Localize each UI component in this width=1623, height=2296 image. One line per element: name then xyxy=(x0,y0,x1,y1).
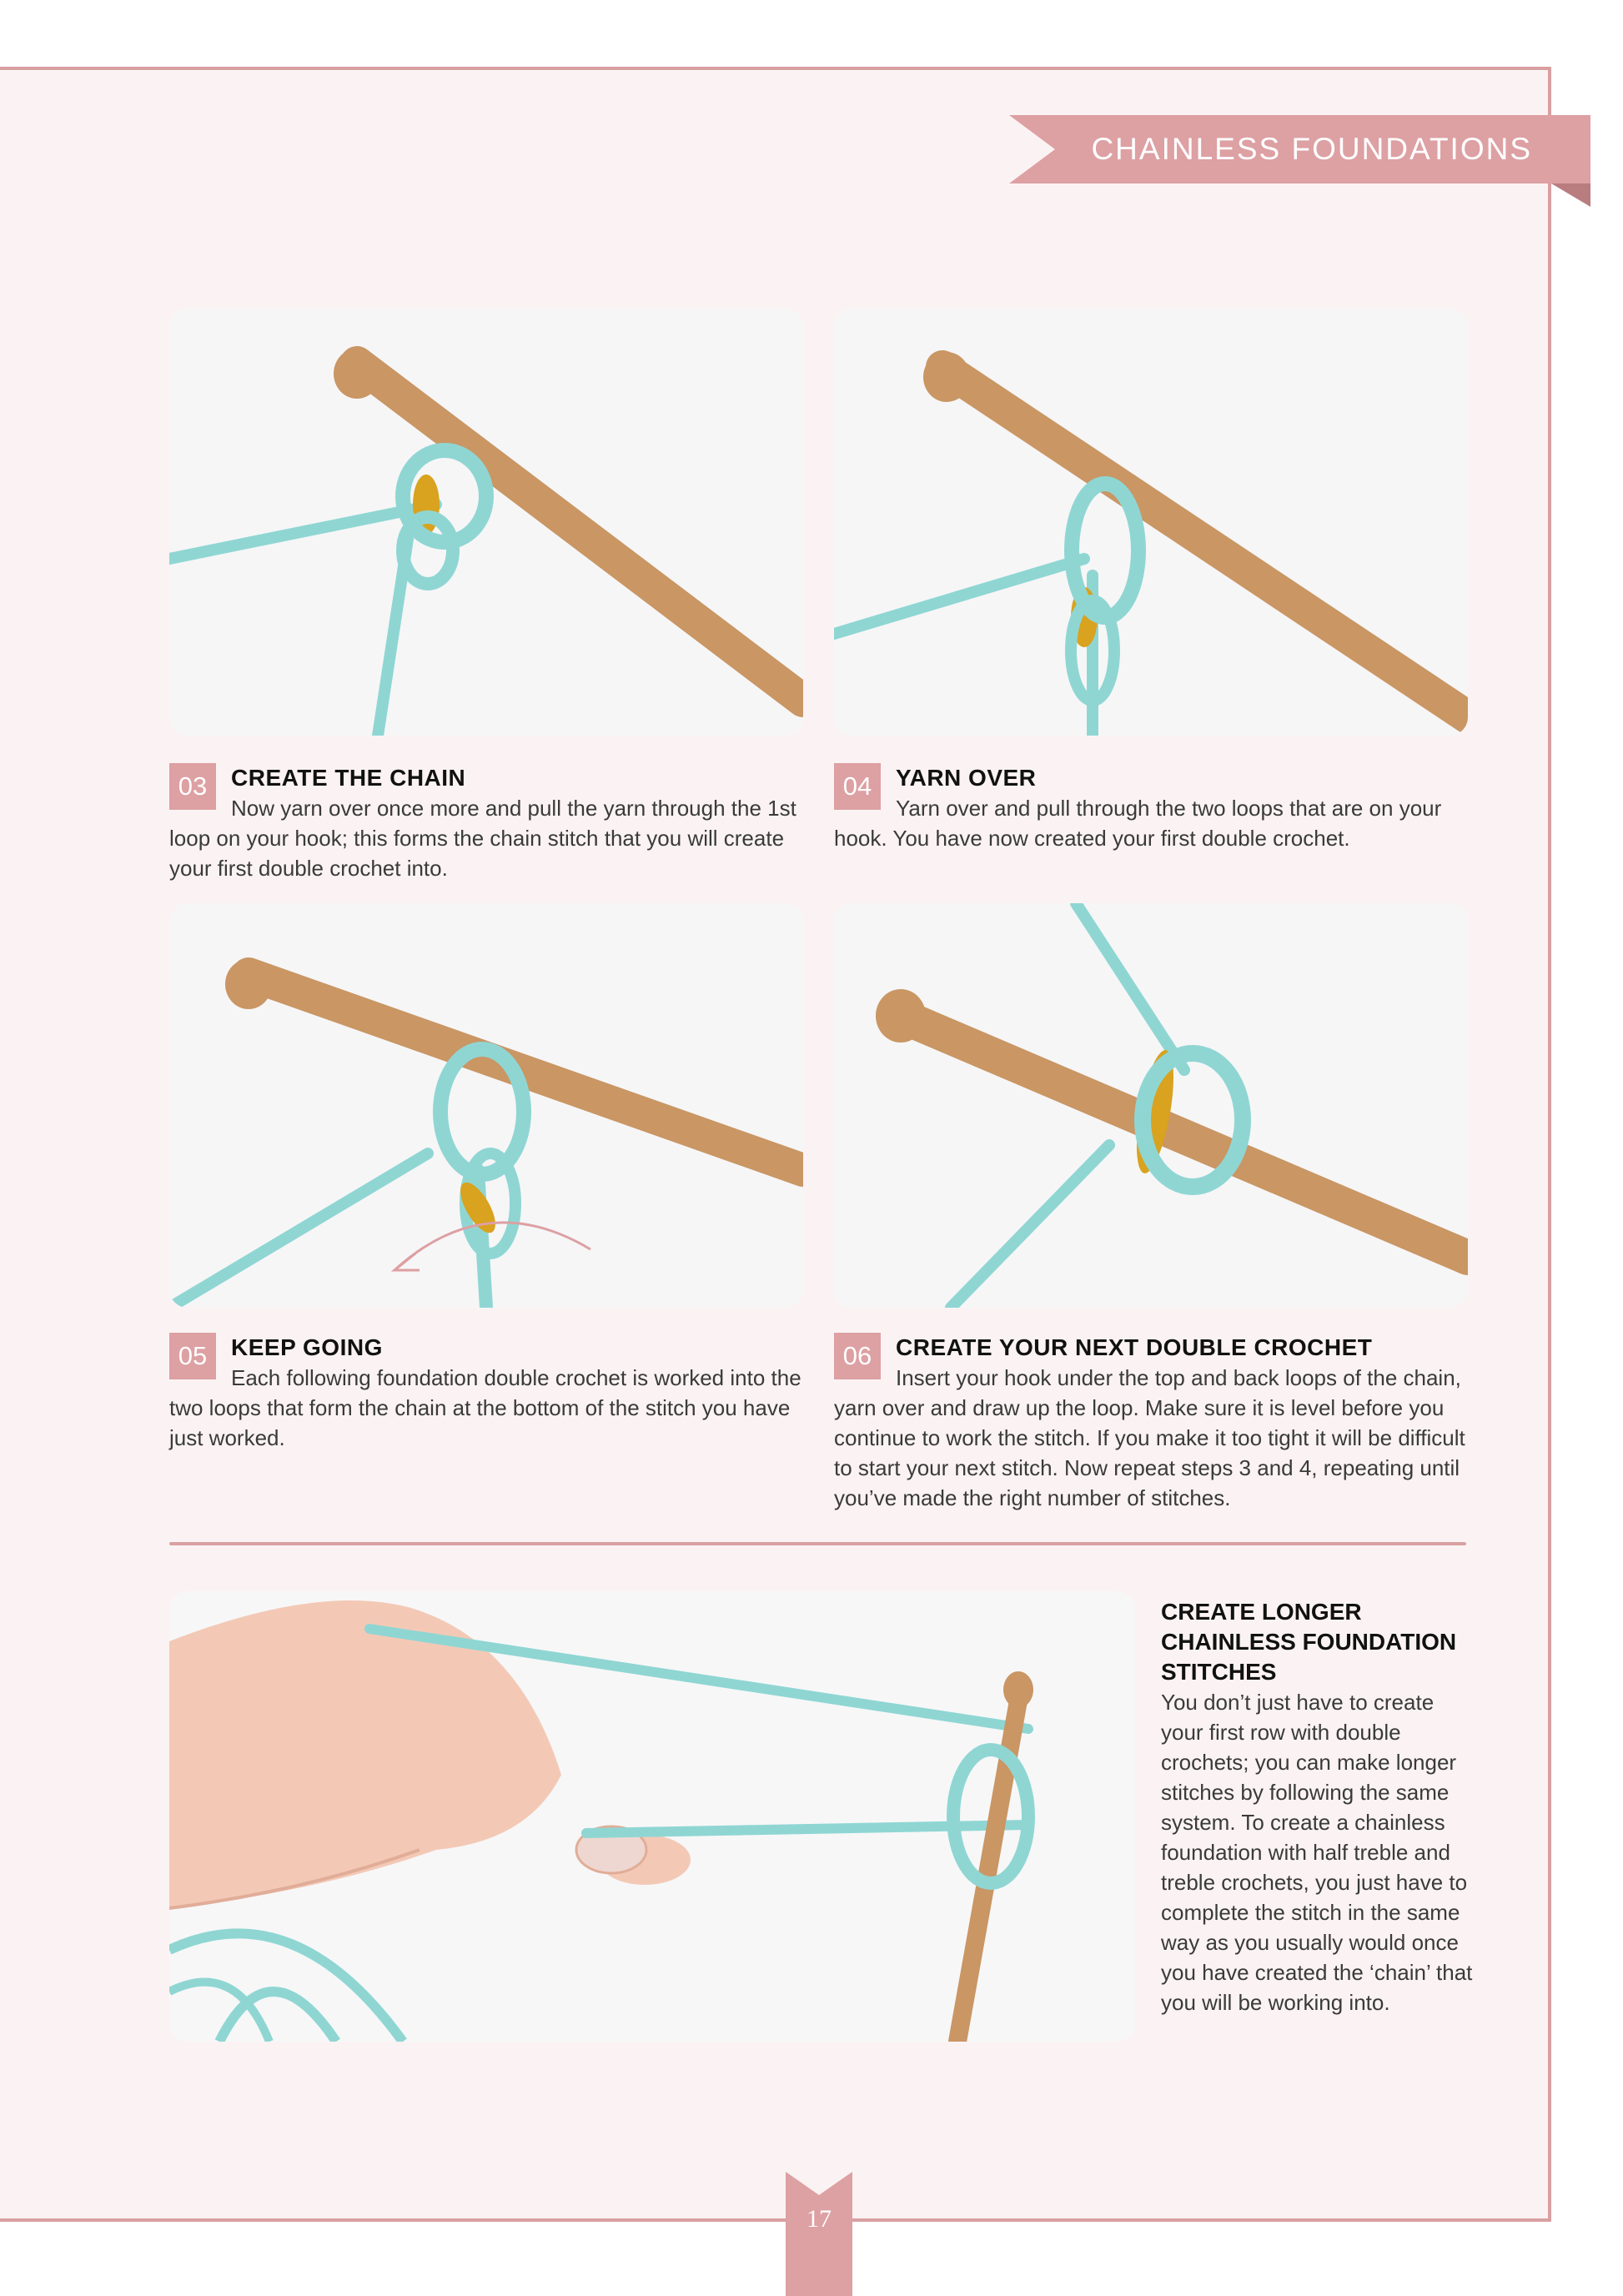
step-05-title: KEEP GOING xyxy=(231,1334,383,1360)
section-divider xyxy=(169,1541,1466,1546)
section-title: CHAINLESS FOUNDATIONS xyxy=(1091,132,1532,166)
step-03-number: 03 xyxy=(169,763,216,810)
step-05-body: Each following foundation double crochet is worked into the two loops that form the chain at the bottom of the stitch you have just worked. xyxy=(169,1365,801,1450)
longer-stitches-sidebar xyxy=(1161,1597,1478,2017)
step-04-number: 04 xyxy=(834,763,881,810)
step-05-number: 05 xyxy=(169,1333,216,1379)
step-04-photo xyxy=(834,309,1468,736)
step-04-title: YARN OVER xyxy=(896,765,1037,791)
page-number: 17 xyxy=(806,2205,832,2233)
sidebar-body: You don’t just have to create your first row with double crochets; you can make longer stitches by following the same system. To create a chainless foundation with half treble and treble crochets, you just have to complete the stitch in the same way as you usually would once you have created the ‘chain’ that you will be working into. xyxy=(1161,1690,1473,2015)
section-banner xyxy=(1009,115,1590,183)
page-number-tab xyxy=(786,2172,852,2296)
step-06-title: CREATE YOUR NEXT DOUBLE CROCHET xyxy=(896,1334,1373,1360)
step-04-body: Yarn over and pull through the two loops that are on your hook. You have now created your first double crochet. xyxy=(834,796,1442,851)
step-05-photo xyxy=(169,903,803,1308)
step-03-title: CREATE THE CHAIN xyxy=(231,765,466,791)
step-03-photo xyxy=(169,309,803,736)
sidebar-title: CREATE LONGER CHAINLESS FOUNDATION STITCHES xyxy=(1161,1599,1457,1685)
longer-stitches-photo xyxy=(169,1591,1135,2042)
step-03-body: Now yarn over once more and pull the yarn through the 1st loop on your hook; this forms the chain stitch that you will create your first double crochet into. xyxy=(169,796,796,881)
step-06-photo xyxy=(834,903,1468,1308)
step-06-number: 06 xyxy=(834,1333,881,1379)
step-06-body: Insert your hook under the top and back loops of the chain, yarn over and draw up the loop. Make sure it is level before you continue to work the stitch. If you make it too tight it will be difficult to start your next stitch. Now repeat steps 3 and 4, repeating until you’ve made the right number of stitches. xyxy=(834,1365,1465,1510)
